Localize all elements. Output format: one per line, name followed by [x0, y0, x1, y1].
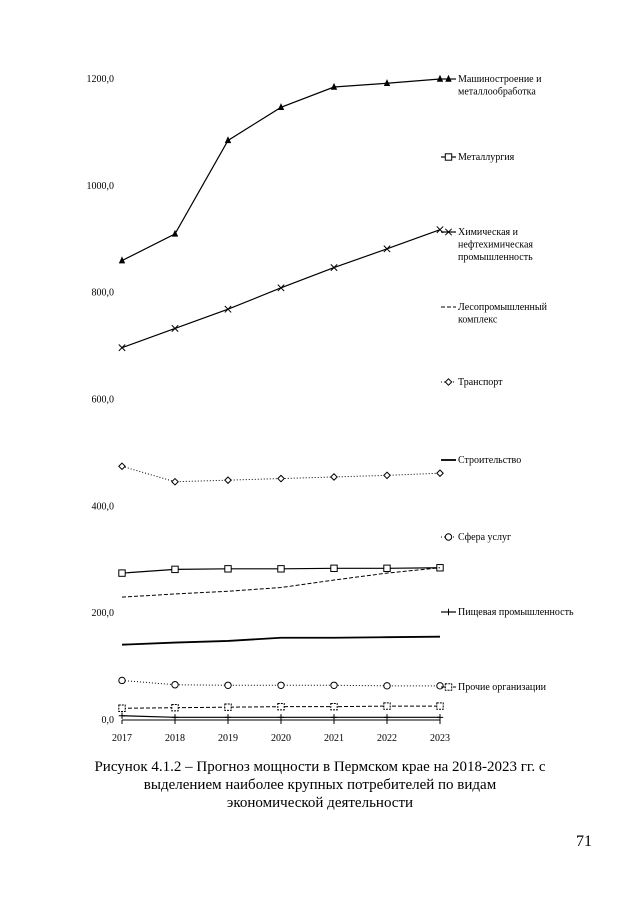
series-8	[119, 713, 443, 721]
legend-entry-5	[441, 377, 503, 388]
legend-entry-3	[441, 227, 533, 263]
legend-entry-7-marker	[445, 534, 451, 540]
legend-entry-9	[441, 682, 547, 693]
series-7-point	[331, 682, 337, 688]
series-9-point	[384, 703, 390, 709]
y-tick-label: 600,0	[91, 394, 114, 406]
legend-entry-1-label: металлообработка	[458, 86, 536, 98]
series-3-point	[384, 246, 390, 252]
legend-entry-3-label: Химическая и	[458, 227, 519, 238]
series-7-point	[225, 682, 231, 688]
x-tick-label: 2020	[271, 733, 291, 744]
legend-entry-3-label: промышленность	[458, 252, 533, 263]
legend-entry-8-label: Пищевая промышленность	[458, 607, 574, 618]
series-3-point	[331, 264, 337, 270]
series-7-point	[119, 677, 125, 683]
series-9	[119, 703, 443, 712]
legend-entry-5-marker	[445, 379, 451, 385]
series-2-point	[172, 566, 178, 572]
y-tick-label: 400,0	[91, 501, 114, 513]
series-5	[119, 463, 443, 485]
x-tick-label: 2023	[430, 733, 450, 744]
legend-entry-7-label: Сфера услуг	[458, 532, 512, 543]
y-tick-label: 1200,0	[86, 74, 114, 85]
series-7-point	[278, 682, 284, 688]
series-9-point	[331, 703, 337, 709]
legend-entry-1-marker	[445, 75, 451, 82]
page-number: 71	[576, 833, 592, 850]
legend-entry-6-label: Строительство	[458, 455, 522, 466]
legend-entry-8-marker	[445, 609, 451, 615]
series-7-point	[172, 682, 178, 688]
legend-entry-9-label: Прочие организации	[458, 682, 546, 693]
series-7-point	[437, 683, 443, 689]
figure-caption	[0, 758, 640, 812]
series-2	[119, 565, 443, 577]
x-tick-label: 2019	[218, 733, 238, 744]
series-9-point	[172, 705, 178, 711]
caption-line-1: Рисунок 4.1.2 – Прогноз мощности в Пермском крае на 2018-2023 гг. с	[94, 759, 546, 775]
series-9-point	[278, 703, 284, 709]
series-2-point	[278, 566, 284, 572]
legend-entry-4-label: комплекс	[458, 314, 498, 326]
series-7-point	[384, 683, 390, 689]
series-2-point	[331, 565, 337, 571]
series-5-point	[278, 475, 284, 481]
x-tick-label: 2021	[324, 733, 344, 744]
series-3-point	[119, 344, 125, 350]
legend-entry-2-label: Металлургия	[458, 152, 515, 163]
series-9-point	[225, 704, 231, 710]
series-9-point	[119, 705, 125, 711]
legend-entry-2	[441, 152, 515, 163]
legend-entry-8	[441, 607, 574, 618]
y-tick-label: 0,0	[101, 715, 114, 726]
caption-line-3: экономической деятельности	[226, 795, 414, 811]
series-6-line	[122, 637, 440, 645]
legend-entry-1-label: Машиностроение и	[458, 74, 542, 85]
series-3	[119, 226, 443, 350]
series-9-point	[437, 703, 443, 709]
series-1-point	[437, 75, 443, 82]
y-tick-label: 1000,0	[86, 180, 114, 192]
legend-entry-3-label: нефтехимическая	[458, 239, 533, 251]
caption-line-2: выделением наиболее крупных потребителей по видам	[143, 777, 497, 793]
series-1	[119, 75, 443, 264]
series-6	[122, 637, 440, 645]
legend-entry-4-label: Лесопромышленный	[458, 302, 547, 313]
series-3-point	[225, 306, 231, 312]
x-tick-label: 2018	[165, 733, 185, 744]
legend-entry-4	[441, 302, 548, 326]
y-tick-label: 200,0	[91, 608, 114, 620]
series-5-point	[225, 477, 231, 483]
x-tick-label: 2022	[377, 733, 397, 744]
legend-entry-2-marker	[445, 154, 451, 160]
series-8-point	[119, 713, 125, 719]
legend-entry-6	[441, 455, 521, 466]
legend-entry-7	[441, 532, 511, 543]
legend-layer	[441, 74, 574, 693]
series-3-point	[172, 325, 178, 331]
x-tick-label: 2017	[112, 733, 132, 744]
series-2-point	[384, 565, 390, 571]
legend-entry-5-label: Транспорт	[458, 377, 503, 388]
series-5-point	[384, 472, 390, 478]
series-3-line	[122, 230, 440, 348]
legend-entry-1	[441, 74, 542, 98]
series-2-point	[225, 566, 231, 572]
series-5-point	[172, 479, 178, 485]
series-2-point	[119, 570, 125, 576]
series-7	[119, 677, 443, 689]
legend-entry-9-marker	[445, 684, 451, 690]
series-5-point	[331, 474, 337, 480]
y-tick-label: 800,0	[91, 287, 114, 299]
series-3-point	[278, 285, 284, 291]
series-5-point	[119, 463, 125, 469]
series-layer	[119, 75, 443, 721]
series-5-point	[437, 470, 443, 476]
